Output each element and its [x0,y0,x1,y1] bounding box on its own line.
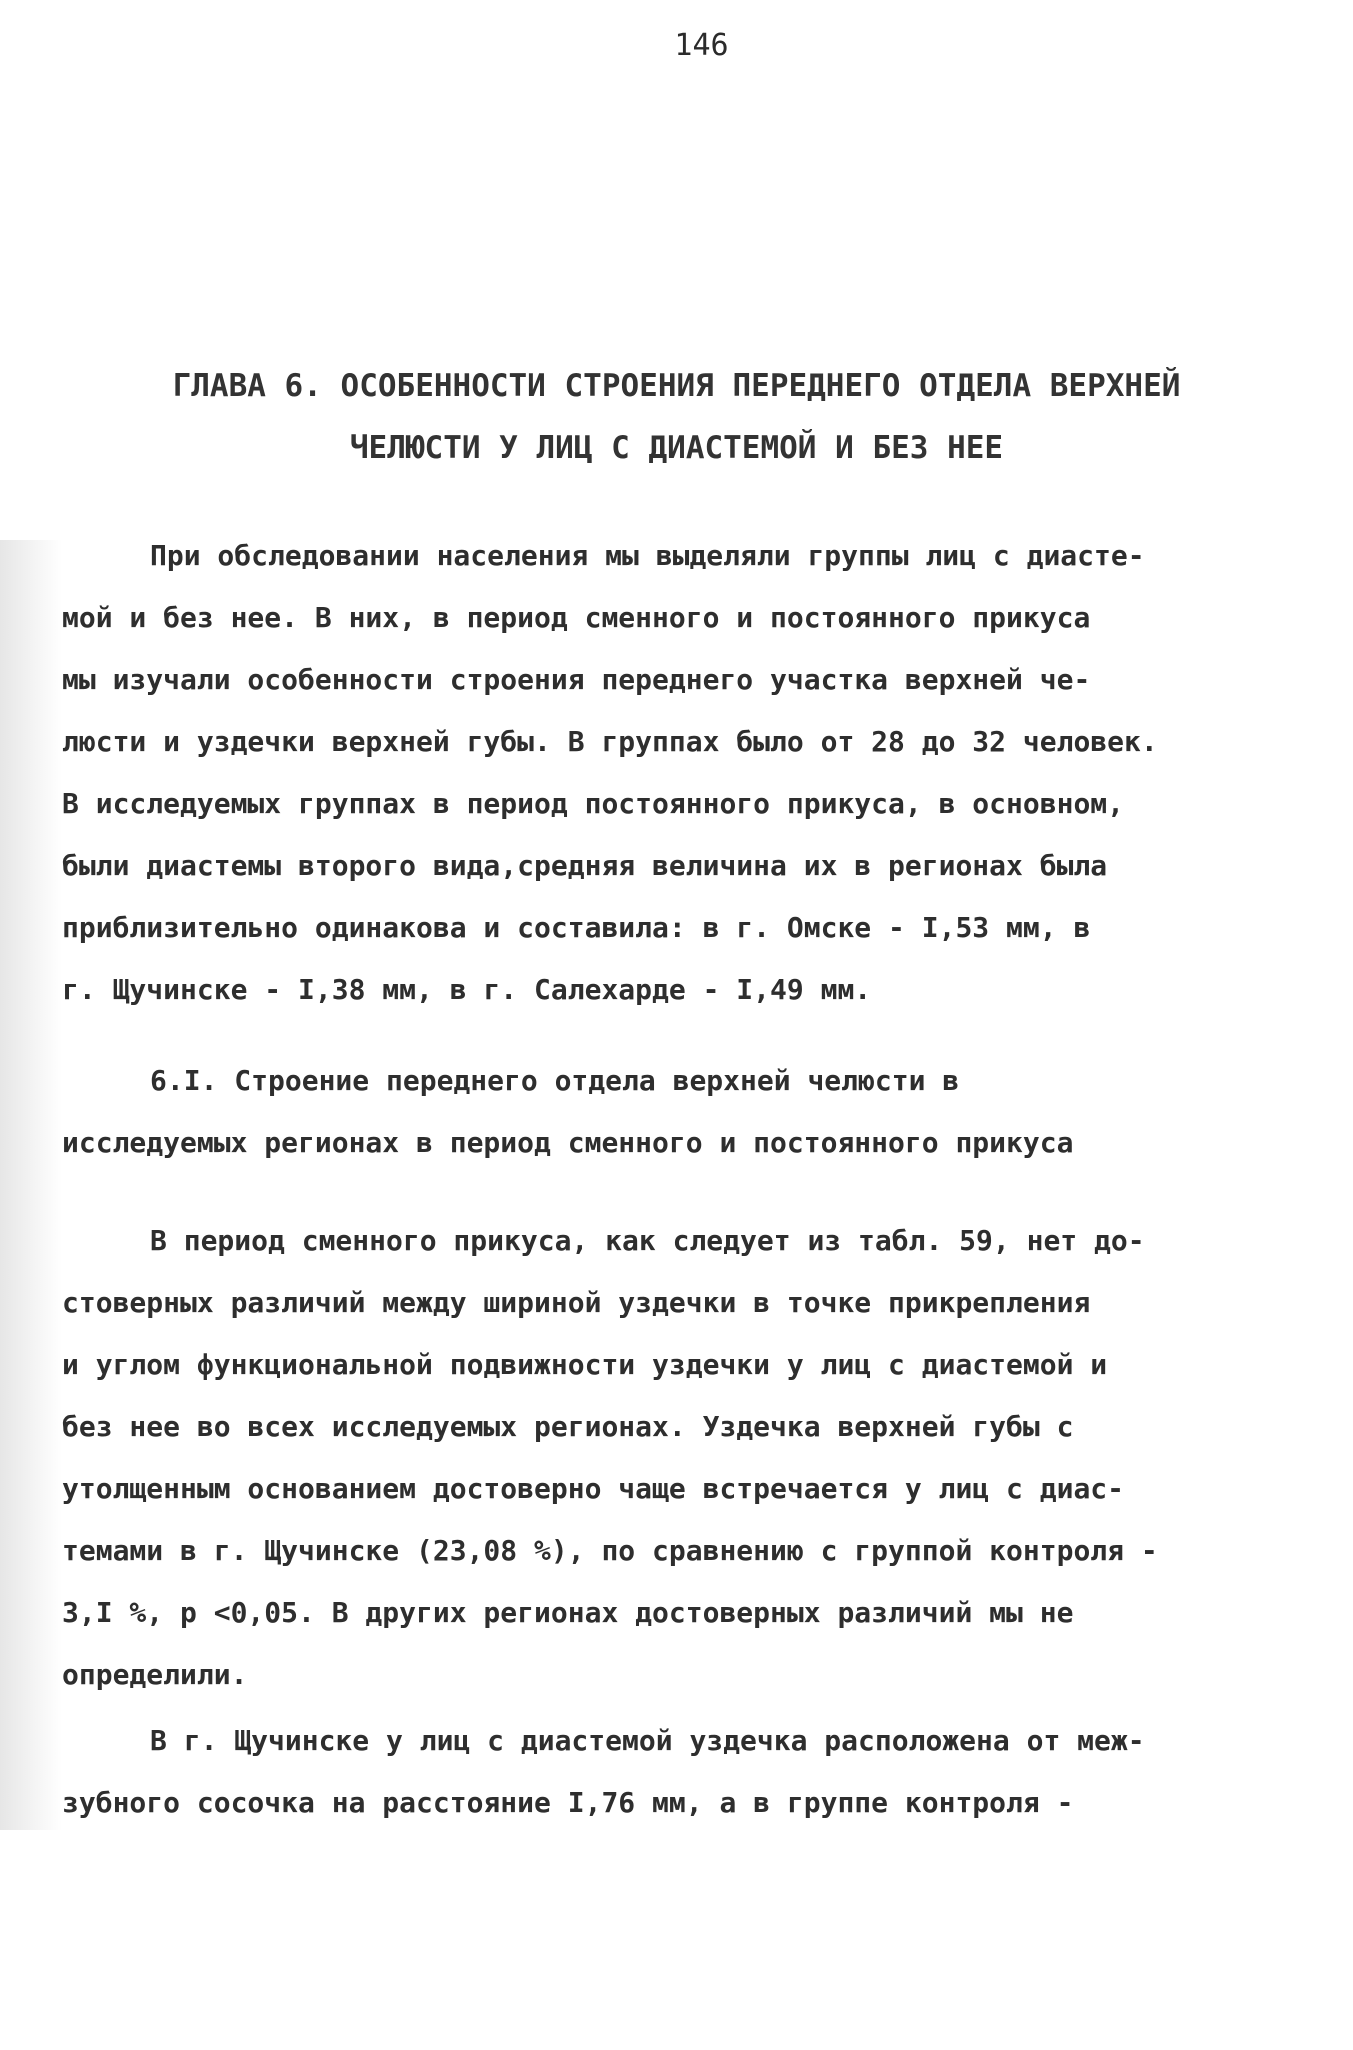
chapter-title-line: ГЛАВА 6. ОСОБЕННОСТИ СТРОЕНИЯ ПЕРЕДНЕГО ОТДЕЛА ВЕРХНЕЙ [172,368,1181,404]
text-line: 3,I %, р <0,05. В других регионах достоверных различий мы не [62,1596,1074,1629]
page-number: 146 [674,28,729,63]
chapter-title-line: ЧЕЛЮСТИ У ЛИЦ С ДИАСТЕМОЙ И БЕЗ НЕЕ [349,430,1004,466]
chapter-title [60,355,1293,479]
text-line: стоверных различий между шириной уздечки в точке прикрепления [62,1286,1091,1319]
text-line: мы изучали особенности строения переднего участка верхней че- [62,663,1091,696]
text-line: мой и без нее. В них, в период сменного и постоянного прикуса [62,601,1091,634]
text-line: зубного сосочка на расстояние I,76 мм, а в группе контроля - [62,1786,1074,1819]
section-heading [62,1050,1262,1174]
text-line: В период сменного прикуса, как следует из табл. 59, нет до- [150,1224,1145,1257]
text-line: и углом функциональной подвижности уздечки у лиц с диастемой и [62,1348,1108,1381]
text-line: г. Щучинске - I,38 мм, в г. Салехарде - I,49 мм. [62,973,872,1006]
text-line: При обследовании населения мы выделяли группы лиц с диасте- [150,539,1145,572]
text-line: В исследуемых группах в период постоянного прикуса, в основном, [62,787,1125,820]
text-line: определили. [62,1658,248,1691]
text-line: без нее во всех исследуемых регионах. Уздечка верхней губы с [62,1410,1074,1443]
text-line: утолщенным основанием достоверно чаще встречается у лиц с диас- [62,1472,1125,1505]
text-line: темами в г. Щучинске (23,08 %), по сравнению с группой контроля - [62,1534,1158,1567]
scan-edge-shadow [0,540,62,1830]
text-line: В г. Щучинске у лиц с диастемой уздечка расположена от меж- [150,1724,1145,1757]
text-line: приблизительно одинакова и составила: в г. Омске - I,53 мм, в [62,911,1091,944]
paragraph-intro [62,525,1302,1021]
text-line: были диастемы второго вида,средняя величина их в регионах была [62,849,1108,882]
paragraph-main [62,1210,1302,1706]
paragraph-final [62,1710,1302,1834]
section-heading-line: исследуемых регионах в период сменного и постоянного прикуса [62,1126,1074,1159]
section-heading-line: 6.I. Строение переднего отдела верхней челюсти в [150,1064,960,1097]
text-line: люсти и уздечки верхней губы. В группах было от 28 до 32 человек. [62,725,1158,758]
